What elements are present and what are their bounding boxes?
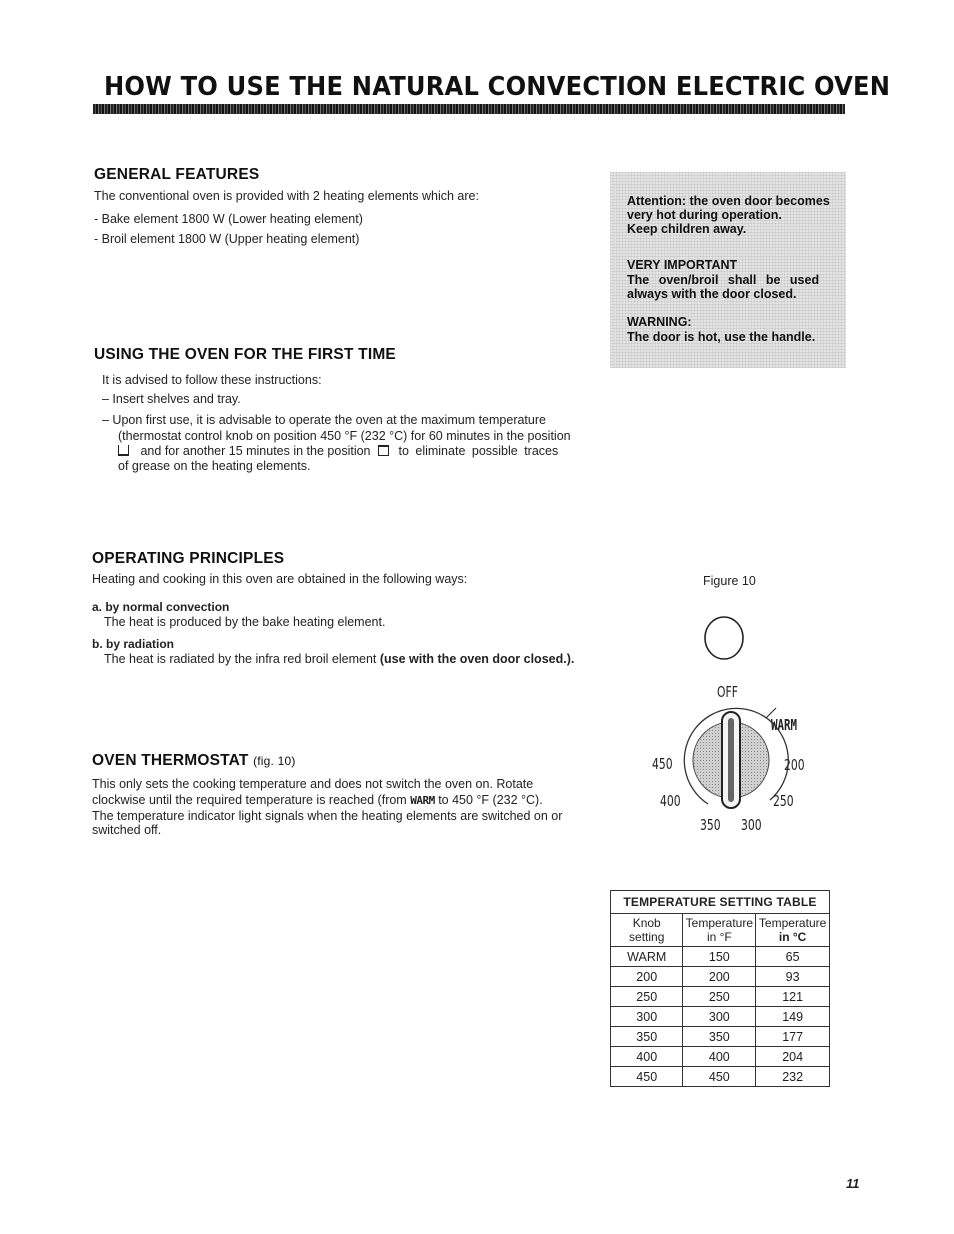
bake-element-symbol-icon (118, 445, 129, 456)
table-cell: 200 (611, 967, 683, 987)
attention-line: Keep children away. (627, 222, 747, 236)
table-cell: 400 (611, 1047, 683, 1067)
table-header-cell: Temperature in °C (756, 914, 830, 947)
first-time-item-cont: and for another 15 minutes in the position to eliminate possible traces (118, 444, 558, 460)
knob-off-label: OFF (717, 683, 738, 701)
very-important-heading: VERY IMPORTANT (627, 258, 738, 272)
table-cell: 300 (611, 1007, 683, 1027)
attention-line: Attention: the oven door becomes (627, 194, 830, 208)
table-cell: 150 (683, 947, 756, 967)
table-row (611, 1027, 830, 1047)
table-row (611, 987, 830, 1007)
table-cell: 250 (683, 987, 756, 1007)
table-cell: 300 (683, 1007, 756, 1027)
table-cell: 93 (756, 967, 830, 987)
oven-thermostat-heading: OVEN THERMOSTAT (fig. 10) (92, 752, 296, 769)
page-title: HOW TO USE THE NATURAL CONVECTION ELECTRIC OVEN (104, 72, 891, 102)
indicator-light-icon (700, 613, 750, 663)
thermostat-text: The temperature indicator light signals when the heating elements are switched on or (92, 809, 563, 823)
operating-a-label: a. by normal convection (92, 600, 230, 614)
first-time-item: – Upon first use, it is advisable to operate the oven at the maximum temperature (102, 413, 546, 427)
table-row (611, 1067, 830, 1087)
table-cell: 450 (683, 1067, 756, 1087)
table-cell: 400 (683, 1047, 756, 1067)
title-underline (93, 104, 845, 114)
broil-element-symbol-icon (378, 445, 389, 456)
thermostat-text: switched off. (92, 823, 162, 837)
first-time-heading: USING THE OVEN FOR THE FIRST TIME (94, 346, 396, 363)
thermostat-text: This only sets the cooking temperature and does not switch the oven on. Rotate (92, 777, 534, 791)
very-important-line: The oven/broil shall be used (627, 273, 820, 287)
figure-label: Figure 10 (703, 574, 756, 588)
table-cell: 250 (611, 987, 683, 1007)
table-cell: 350 (611, 1027, 683, 1047)
page-number: 11 (846, 1176, 860, 1191)
attention-line: very hot during operation. (627, 208, 782, 222)
table-cell: 350 (683, 1027, 756, 1047)
general-features-intro: The conventional oven is provided with 2 heating elements which are: (94, 189, 479, 203)
warning-heading: WARNING: (627, 315, 692, 329)
table-row (611, 947, 830, 967)
table-header-cell: Knob setting (611, 914, 683, 947)
table-cell: 149 (756, 1007, 830, 1027)
table-cell: 204 (756, 1047, 830, 1067)
table-cell: WARM (611, 947, 683, 967)
operating-b-text: The heat is radiated by the infra red broil element (use with the oven door closed.). (104, 652, 575, 666)
safety-notice-box (610, 172, 846, 368)
operating-intro: Heating and cooking in this oven are obtained in the following ways: (92, 572, 468, 586)
knob-label-350: 350 (700, 816, 721, 834)
knob-label-300: 300 (741, 816, 762, 834)
table-caption: TEMPERATURE SETTING TABLE (611, 891, 830, 914)
table-row (611, 1007, 830, 1027)
table-caption-row (611, 891, 830, 914)
table-cell: 121 (756, 987, 830, 1007)
general-features-item: - Bake element 1800 W (Lower heating element) (94, 212, 363, 226)
first-time-item-cont: of grease on the heating elements. (118, 459, 311, 473)
general-features-heading: GENERAL FEATURES (94, 166, 260, 183)
general-features-item: - Broil element 1800 W (Upper heating element) (94, 232, 360, 246)
table-row (611, 1047, 830, 1067)
table-header-row (611, 914, 830, 947)
table-cell: 200 (683, 967, 756, 987)
first-time-intro: It is advised to follow these instructions: (102, 373, 322, 387)
warning-text: The door is hot, use the handle. (627, 330, 816, 344)
table-cell: 450 (611, 1067, 683, 1087)
operating-b-label: b. by radiation (92, 637, 175, 651)
table-cell: 177 (756, 1027, 830, 1047)
knob-label-200: 200 (784, 756, 805, 774)
operating-a-text: The heat is produced by the bake heating element. (104, 615, 386, 629)
very-important-line: always with the door closed. (627, 287, 797, 301)
knob-label-450: 450 (652, 755, 673, 773)
thermostat-text: clockwise until the required temperature is reached (from WARM to 450 °F (232 °C). (92, 793, 543, 807)
knob-label-250: 250 (773, 792, 794, 810)
table-cell: 232 (756, 1067, 830, 1087)
table-header-cell: Temperature in °F (683, 914, 756, 947)
first-time-item-cont: (thermostat control knob on position 450 °F (232 °C) for 60 minutes in the position (118, 429, 571, 443)
table-row (611, 967, 830, 987)
operating-principles-heading: OPERATING PRINCIPLES (92, 550, 285, 567)
first-time-item: – Insert shelves and tray. (102, 392, 241, 406)
temperature-setting-table (610, 890, 830, 1087)
knob-warm-label: WARM (771, 716, 798, 734)
table-cell: 65 (756, 947, 830, 967)
knob-label-400: 400 (660, 792, 681, 810)
